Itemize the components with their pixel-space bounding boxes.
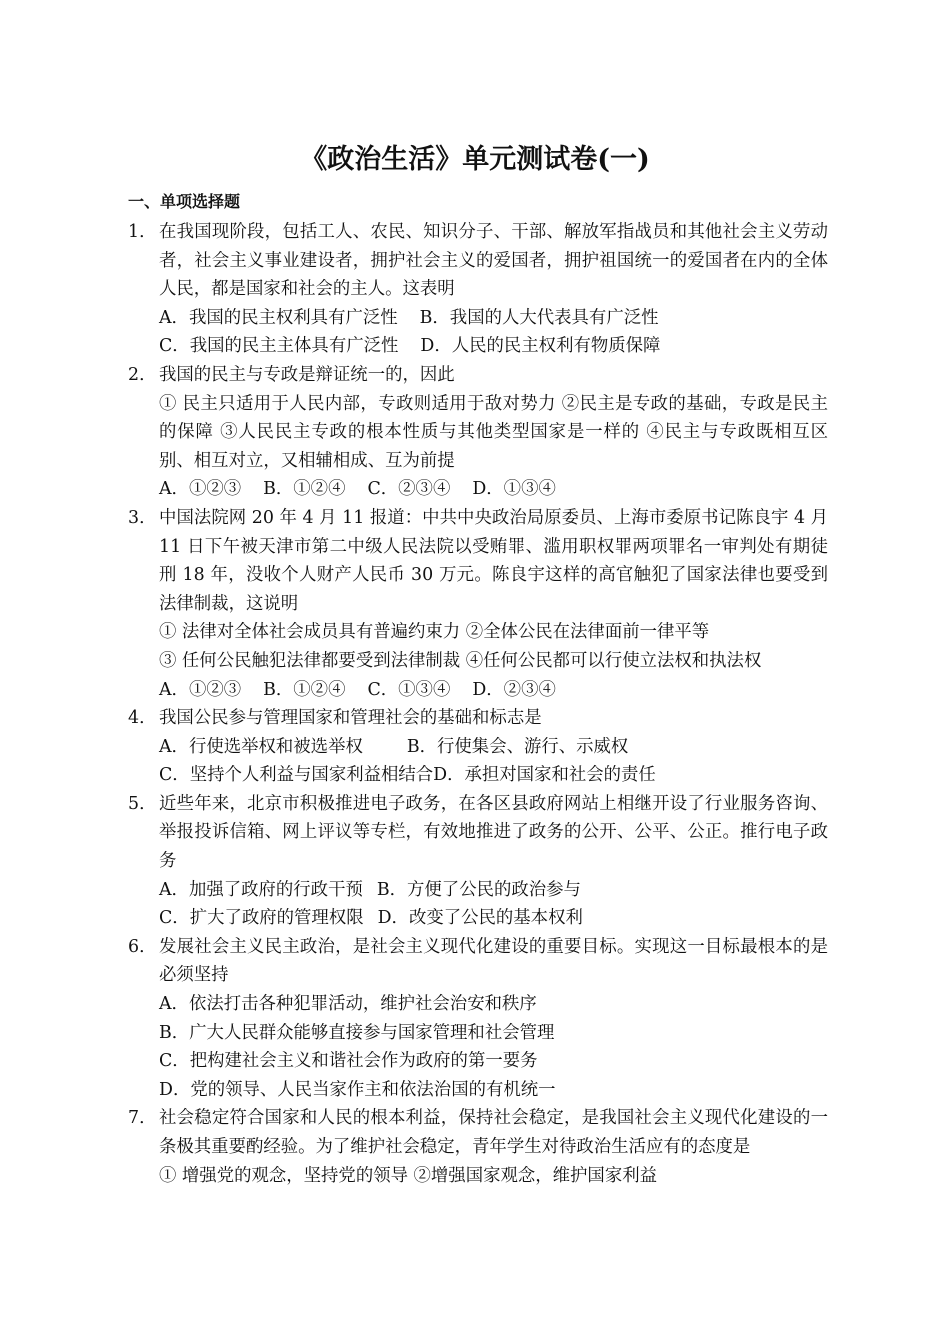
page-title: 《政治生活》单元测试卷(一)	[300, 144, 650, 175]
option-d: D．改变了公民的基本权利	[377, 908, 583, 929]
question-number: 4．	[128, 708, 157, 729]
question-6	[128, 933, 828, 1105]
option-b: B．①②④	[263, 479, 346, 500]
question-statement: ① 法律对全体社会成员具有普遍约束力 ②全体公民在法律面前一律平等	[159, 622, 710, 643]
option-b: B．广大人民群众能够直接参与国家管理和社会管理	[159, 1022, 555, 1043]
option-row	[159, 332, 828, 361]
option-row	[159, 475, 828, 504]
option-a: A．①②③	[159, 679, 242, 700]
question-stem: 社会稳定符合国家和人民的根本利益，保持社会稳定，是我国社会主义现代化建设的一条极其重要酌经验。为了维护社会稳定，青年学生对待政治生活应有的态度是	[159, 1108, 828, 1157]
option-row	[159, 761, 828, 790]
question-list	[128, 218, 828, 1190]
option-row	[159, 876, 828, 905]
option-d: D．承担对国家和社会的责任	[433, 765, 656, 786]
option-d: D．①③④	[472, 479, 556, 500]
question-number: 2．	[128, 364, 157, 385]
question-number: 7．	[128, 1108, 157, 1129]
question-statements: ① 民主只适用于人民内部，专政则适用于敌对势力 ②民主是专政的基础，专政是民主的保障 ③人民民主专政的根本性质与其他类型国家是一样的 ④民主与专政既相互区别、相互对立，又相辅相成、互为前提	[159, 393, 828, 471]
question-stem: 我国公民参与管理国家和管理社会的基础和标志是	[159, 708, 542, 729]
option-a: A．①②③	[159, 479, 242, 500]
question-number: 6．	[128, 936, 157, 957]
question-statement: ③ 任何公民触犯法律都要受到法律制裁 ④任何公民都可以行使立法权和执法权	[159, 650, 762, 671]
option-row	[159, 904, 828, 933]
question-3	[128, 504, 828, 704]
question-number: 3．	[128, 507, 157, 528]
option-a: A．加强了政府的行政干预	[159, 879, 363, 900]
option-b: B．①②④	[263, 679, 346, 700]
question-1	[128, 218, 828, 361]
option-b: B．方便了公民的政治参与	[376, 879, 581, 900]
option-c: C．①③④	[367, 679, 451, 700]
option-row	[159, 676, 828, 705]
question-number: 5．	[128, 793, 157, 814]
question-5	[128, 790, 828, 933]
option-a: A．行使选举权和被选举权	[159, 736, 363, 757]
option-row	[159, 733, 828, 762]
question-statement: ① 增强党的观念，坚持党的领导 ②增强国家观念，维护国家利益	[159, 1165, 657, 1186]
option-a: A．我国的民主权利具有广泛性	[159, 307, 398, 328]
option-b: B．我国的人大代表具有广泛性	[419, 307, 659, 328]
section-heading: 一、单项选择题	[128, 192, 241, 211]
option-c: C．把构建社会主义和谐社会作为政府的第一要务	[159, 1051, 538, 1072]
option-c: C．扩大了政府的管理权限	[159, 908, 364, 929]
option-b: B．行使集会、游行、示威权	[406, 736, 629, 757]
question-number: 1．	[128, 222, 157, 242]
option-c: C．我国的民主主体具有广泛性	[159, 336, 399, 357]
question-4	[128, 704, 828, 790]
option-row	[159, 304, 828, 333]
option-d: D．人民的民主权利有物质保障	[420, 336, 661, 357]
option-d: D．党的领导、人民当家作主和依法治国的有机统一	[159, 1079, 556, 1100]
question-2	[128, 361, 828, 504]
question-stem: 近些年来，北京市积极推进电子政务，在各区县政府网站上相继开设了行业服务咨询、举报投诉信箱、网上评议等专栏，有效地推进了政务的公开、公平、公正。推行电子政务	[159, 793, 828, 872]
option-c: C．②③④	[367, 479, 451, 500]
question-stem: 发展社会主义民主政治，是社会主义现代化建设的重要目标。实现这一目标最根本的是必须坚持	[159, 936, 828, 986]
option-a: A．依法打击各种犯罪活动，维护社会治安和秩序	[159, 994, 537, 1015]
option-c: C．坚持个人利益与国家利益相结合	[159, 765, 434, 786]
question-stem: 我国的民主与专政是辩证统一的，因此	[159, 364, 455, 385]
question-7	[128, 1104, 828, 1190]
option-d: D．②③④	[472, 679, 556, 700]
question-stem: 中国法院网 20 年 4 月 11 报道：中共中央政治局原委员、上海市委原书记陈良宇 4 月 11 日下午被天津市第二中级人民法院以受贿罪、滥用职权罪两项罪名一审判处有期徒刑 18 年，没收个人财产人民币 30 万元。陈良宇这样的高官触犯了国家法律也要受到法律制裁，这说明	[159, 507, 828, 614]
question-stem: 在我国现阶段，包括工人、农民、知识分子、干部、解放军指战员和其他社会主义劳动者，社会主义事业建设者，拥护社会主义的爱国者，拥护祖国统一的爱国者在内的全体人民，都是国家和社会的主人。这表明	[159, 222, 828, 300]
